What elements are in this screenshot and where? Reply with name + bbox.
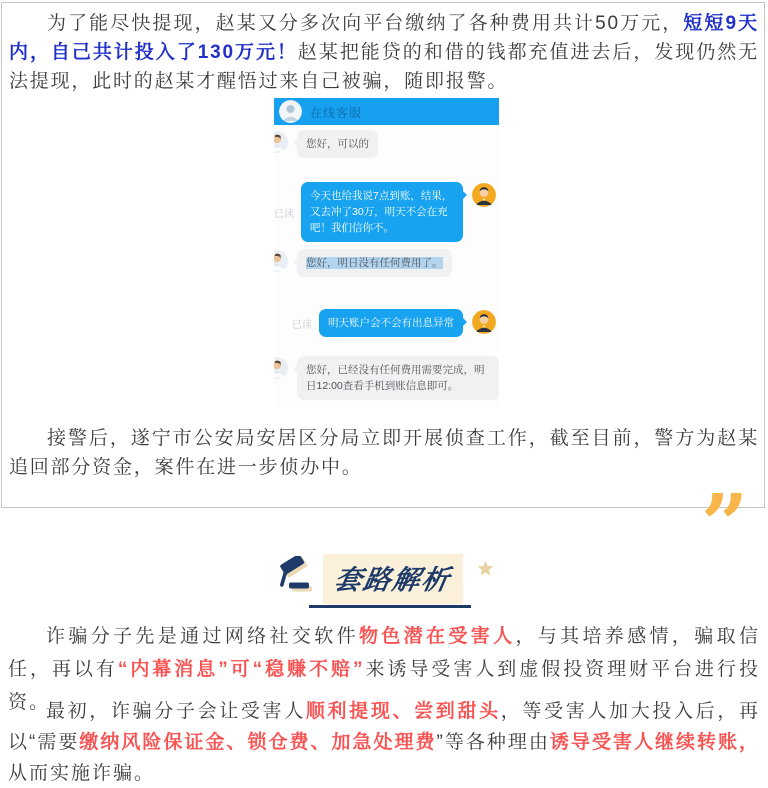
section-title: 套路解析: [331, 565, 453, 595]
text-segment: 顺利提现、尝到甜头: [305, 701, 501, 722]
service-avatar: [279, 100, 302, 123]
service-agent-avatar: [274, 131, 288, 153]
text-segment: 缴纳风险保证金、锁仓费、加急处理费: [79, 732, 437, 753]
chat-message-row: [274, 182, 499, 242]
chat-bubble-text: 今天也给我说7点到账，结果，又去冲了30万，明天不会在充吧！我们信你不。: [310, 190, 453, 234]
text-segment: 物色潜在受害人: [358, 626, 516, 647]
gavel-icon: [275, 556, 315, 599]
chat-bubble: [297, 130, 378, 158]
chat-bubble: [301, 182, 463, 242]
read-status-label: 已读: [292, 319, 312, 331]
chat-bubble-text: 您好，可以的: [306, 138, 369, 150]
chat-bubble: [319, 309, 463, 337]
star-icon: [477, 560, 494, 582]
chat-message-row: [274, 309, 499, 337]
chat-screenshot: [274, 98, 499, 408]
read-status-label: 已读: [274, 208, 294, 220]
text-segment: ，与其培养感情，骗取信任，再以有: [8, 626, 760, 680]
text-segment: 诈骗分子先是通过网络社交软件: [46, 626, 359, 647]
text-segment: 接警后，遂宁市公安局安居区分局立即开展侦查工作，截至目前，警方为赵某追回部分资金，案件在进一步侦办中。: [9, 428, 759, 478]
text-segment: 诱导受害人继续转账，: [549, 732, 761, 753]
story-quote-box: [1, 2, 765, 508]
user-avatar: [472, 183, 496, 207]
chat-message-row: [274, 130, 499, 158]
chat-bubble-text: 您好，已经没有任何费用需要完成，明日12:00查看手机到账信息即可。: [306, 364, 485, 392]
section-title-highlight: [323, 554, 463, 604]
text-segment: 为了能尽快提现，赵某又分多次向平台缴纳了各种费用共计50万元，: [47, 13, 684, 34]
analysis-paragraph-2: [8, 696, 760, 788]
closing-quote-icon: ”: [701, 477, 749, 573]
text-segment: 赵某把能贷的和借的钱都充值进去后，发现仍然无法提现，此时的赵某才醒悟过来自己被骗，随即报警。: [9, 42, 760, 92]
text-segment: 最初，诈骗分子会让受害人: [46, 701, 306, 722]
user-avatar: [472, 310, 496, 334]
chat-bubble-text: 明天账户会不会有出息异常: [328, 317, 454, 329]
section-header: [0, 543, 768, 615]
chat-header-title: 在线客服: [310, 106, 363, 120]
chat-bubble: [297, 356, 499, 400]
chat-messages: [274, 125, 499, 408]
text-segment: 短短9天内，自己共计投入了130万元！: [9, 13, 759, 63]
chat-bubble-text: 您好，明日没有任何费用了。: [306, 257, 443, 269]
chat-bubble: [297, 249, 452, 277]
service-agent-avatar: [274, 357, 288, 379]
text-segment: ，等受害人加大投入后，再以“需要: [8, 701, 760, 753]
text-segment: ”等各种理由: [436, 732, 550, 753]
chat-message-row: [274, 356, 499, 400]
text-segment: 从而实施诈骗。: [8, 763, 156, 784]
story-paragraph-2: [9, 424, 759, 482]
text-segment: 来诱导受害人到虚假投资理财平台进行投资。: [8, 659, 760, 713]
text-segment: “内幕消息”可“稳赚不赔”: [117, 659, 365, 680]
story-paragraph-1: [9, 9, 759, 96]
chat-header: [274, 98, 499, 125]
service-agent-avatar: [274, 250, 288, 272]
chat-message-row: [274, 249, 499, 277]
